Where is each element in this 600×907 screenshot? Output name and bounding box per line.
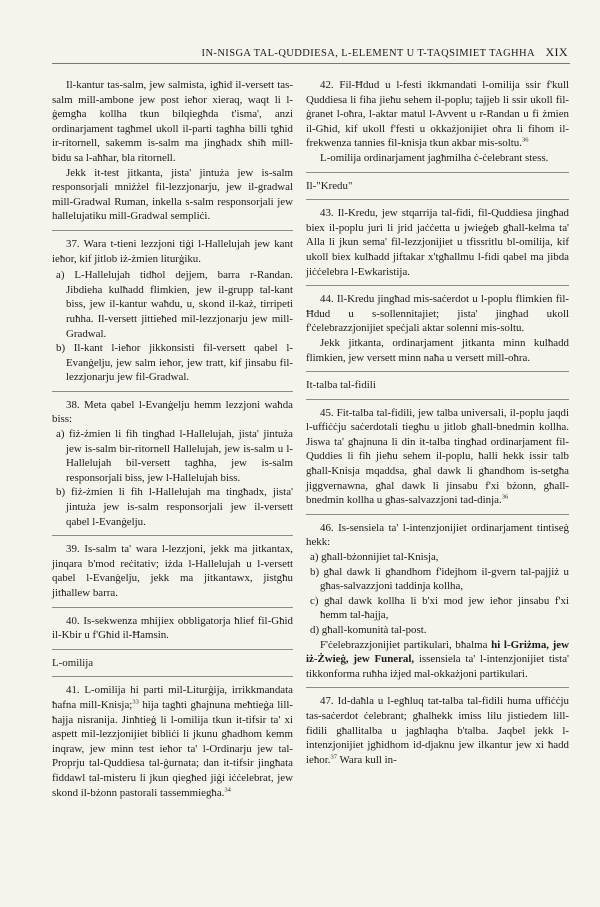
paragraph-45: 45. Fit-talba tal-fidili, jew talba universali, il-poplu jaqdi l-uffiċċju saċerdotali tiegħu u jitlob għall-bnedmin kollha. Jiswa ta' għajnuna li din it-talba tingħad ordinarjament fil-Quddies li fih jieħu sehem il-poplu, ħalli hekk issir talb għall-Knisja mqaddsa, għal dawk li għandhom is-setgħa jiggvernawna, għal dawk li jinsabu f'xi bżonn, għall-bnedmin kollha u għas-salvazzjoni tad-dinja.$^{36}$ [306,406,569,507]
item-37a: a) L-Hallelujah tidħol dejjem, barra r-Randan. Jibdieha kulħadd flimkien, jew il-grupp tal-kant biss, jew il-kantur waħdu, u, skond il-każ, tirripeti ruħha. Il-versett jittieħed mil-lezzjonarju jew mill-Gradwal. [56,269,293,340]
section-heading-kredu: Il-"Kredu" [306,179,353,192]
section-divider [52,676,293,677]
running-title: IN-NISGA TAL-QUDDIESA, L-ELEMENT U T-TAQSIMIET TAGHHA [201,48,535,59]
footnote-ref: 37 [330,753,337,761]
running-header [138,45,568,60]
section-heading-talba: It-talba tal-fidili [306,379,376,392]
paragraph-42: 42. Fil-Ħdud u l-festi ikkmandati l-omilija ssir f'kull Quddiesa li fiha jieħu sehem il-poplu; tajjeb li ssir ukoll fil-ġranet l-oħra, l-aktar matul l-Avvent u r-Randan u fi żmien il-Għid, kif ukoll f'festi u okkażjonijiet oħra li fihom il-frekwenza tannies fil-knisja tkun akbar mis-soltu.$^{36}$ [306,79,569,150]
header-rule [52,63,570,64]
item-38b: b) fiż-żmien li fih l-Hallelujah ma tingħadx, jista' jintuża jew is-salm responsorjali jew il-versett qabel l-Evanġelju. [56,486,293,528]
paragraph-43: 43. Il-Kredu, jew stqarrija tal-fidi, fil-Quddiesa jingħad biex il-poplu juri li jrid jaċċetta u jwieġeb għall-kelma ta' Alla li jkun sema' fil-lezzjonijiet u tfissritlu bl-omilija, kif ukoll biex kulħadd jiftakar x'tgħallmu l-fidi qabel ma jibda jiċċelebra l-Ewkaristija. [306,207,569,278]
paragraph-40: 40. Is-sekwenza mhijiex obbligatorja ħlief fil-Għid il-Kbir u f'Għid il-Ħamsin. [52,614,293,642]
item-46d: d) għall-komunità tal-post. [310,624,427,636]
page-number: XIX [545,45,568,59]
section-divider [306,199,569,200]
paragraph-44: 44. Il-Kredu jingħad mis-saċerdot u l-poplu flimkien fil-Ħdud u s-sollennitajiet; jista' jingħad ukoll f'ċelebrazzjonijiet speċjali aktar solenni mis-soltu. [306,293,569,335]
paragraph: Jekk it-test jitkanta, jista' jintuża jew is-salm responsorjali mniżżel fil-lezzjonarju, jew il-gradwal mill-Gradwal Ruman, inkella s-salm responsorjali jew hallelujatiku mill-Gradwal sempliċi. [52,166,293,223]
paragraph: F'ċelebrazzjonijiet partikulari, bħalma hi l-Griżma, jew iż-Żwieġ, jew Funeral, issensiela ta' l-intenzjonijiet tista' tikkonforma ruħha iżjed mal-okkażjoni partikulari. [306,638,570,680]
footnote-ref: 33 [132,698,139,706]
paragraph: L-omilija ordinarjament jagħmilha ċ-ċelebrant stess. [320,151,549,164]
footnote-ref: 36 [501,493,509,501]
section-divider [306,285,569,286]
paragraph-39: 39. Is-salm ta' wara l-lezzjoni, jekk ma jitkantax, jinqara b'mod reċitativ; iżda l-Hallelujah u l-versett qabel l-Evanġelju, jekk ma jitkantawx, jistgħu jitħallew barra. [52,543,293,599]
right-column [306,78,569,767]
footnote-ref: 36 [521,136,529,144]
item-46a: a) għall-bżonnijiet tal-Knisja, [310,551,439,564]
item-46c: c) għal dawk kollha li b'xi mod jew ieħor jinsabu f'xi ħemm tal-ħajja, [310,594,569,622]
paragraph-37: 37. Wara t-tieni lezzjoni tiġi l-Hallelujah jew kant ieħor, kif jitlob iż-żmien liturġiku. [52,237,293,265]
footnote-ref: 34 [224,785,231,793]
section-divider [306,687,569,688]
section-divider [52,607,293,608]
item-37b: b) Il-kant l-ieħor jikkonsisti fil-versett qabel l-Evanġelju, jew salm ieħor, jew tratt, kif jinsabu fil-lezzjonarju jew fil-Gradwal. [56,342,293,384]
section-divider [52,649,293,650]
paragraph-41: 41. L-omilija hi parti mil-Liturġija, irrikkmandata ħafna mill-Knisja;$^{33}$ hija tagħti għajnuna meħtieġa lill-ħajja nisranija. Jinħtieġ li l-omilija tkun it-tifsir ta' xi aspett mil-lezzjonijiet bibliċi li jkunu għadhom kemm inqraw, jew minn test ieħor ta' l-Ordinarju jew tal-Proprju tal-Quddiesa tal-ġurnata; dan it-tifsir jingħata fiddawl tal-misteru li jkun qiegħed jiġi iċċelebrat, jew skond il-bżonn pastorali tassemmiegħa.$^{34}$ [52,684,294,799]
item-46b: b) għal dawk li għandhom f'idejhom il-gvern tal-pajjiż u għas-salvazzjoni taddinja kollha, [310,565,569,593]
section-divider [52,230,293,231]
section-divider [52,391,293,392]
section-divider [306,371,569,372]
section-divider [306,399,569,400]
section-heading-omilija: L-omilija [52,656,94,669]
paragraph-46: 46. Is-sensiela ta' l-intenzjonijiet ordinarjament tintiseġ hekk: [306,521,569,549]
section-divider [306,172,569,173]
section-divider [306,514,569,515]
paragraph: Jekk jitkanta, ordinarjament jitkanta minn kulħadd flimkien, jew versett minn naħa u versett mill-oħra. [306,336,569,364]
paragraph-47: 47. Id-daħla u l-egħluq tat-talba tal-fidili huma uffiċċju tas-saċerdot ċelebrant; għalhekk imiss lilu jistiedem lill-fidili għallitalba u jagħlaqha b'talba. Jaqbel jekk l-intenzjonijiet jgħidhom id-djaknu jew ilkantur jew xi ħadd ieħor.$^{37}$ Wara kull in- [306,695,569,766]
section-divider [52,535,293,536]
left-column [52,78,293,800]
item-38a: a) fiż-żmien li fih tingħad l-Hallelujah, jista' jintuża jew is-salm bir-ritornell Hallelujah, jew is-salm u l-Hallelujah bil-versett tagħha, jew is-salm responsorjali biss, jew l-Hallelujah biss. [56,428,293,484]
paragraph-38: 38. Meta qabel l-Evanġelju hemm lezzjoni waħda biss: [52,398,293,426]
paragraph: Il-kantur tas-salm, jew salmista, igħid il-versett tas-salm mill-ambone jew post ieħor xieraq, waqt li l-ġemgħa kollha tkun bilqiegħda t'isma', anzi ordinarjament tagħmel ukoll il-parti tagħha billi tgħid ir-ritornell, sakemm is-salm ma jingħadx sħiħ mill-bidu sa l-aħħar, bla ritornell. [52,79,293,164]
